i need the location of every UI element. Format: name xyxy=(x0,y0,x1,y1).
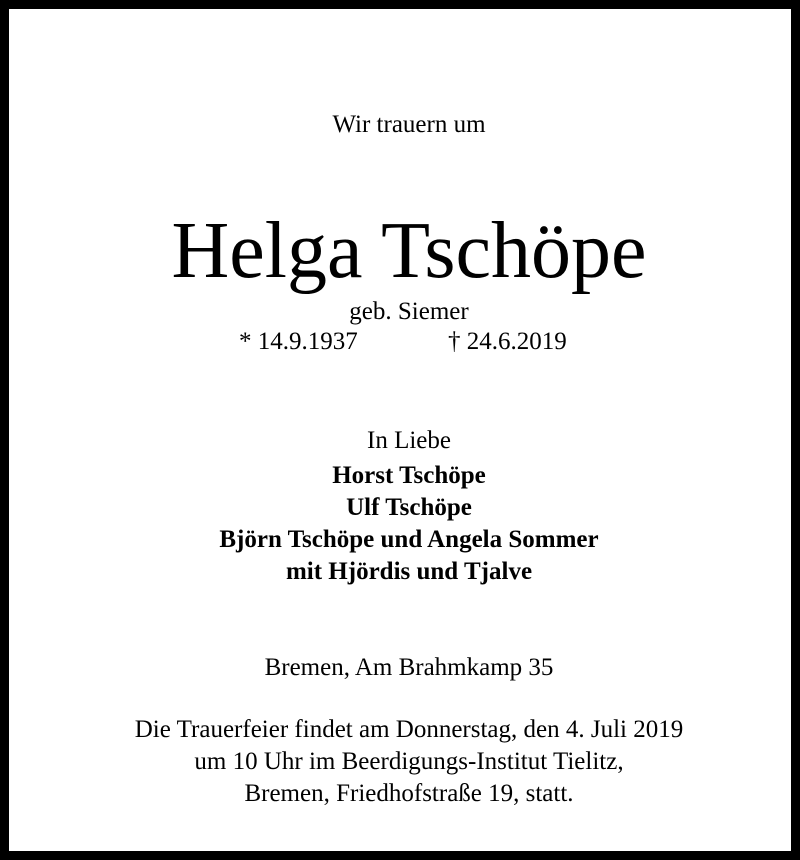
mourner-item: Björn Tschöpe und Angela Sommer xyxy=(219,526,599,553)
mourners-list xyxy=(9,460,800,588)
mourner-item: Ulf Tschöpe xyxy=(346,494,472,521)
service-line: um 10 Uhr im Beerdigungs-Institut Tielitz, xyxy=(194,748,624,775)
death-date: † 24.6.2019 xyxy=(448,328,567,355)
birth-date: * 14.9.1937 xyxy=(239,328,358,355)
intro-text: Wir trauern um xyxy=(332,111,486,138)
service-line: Die Trauerfeier findet am Donnerstag, den 4. Juli 2019 xyxy=(134,716,684,743)
life-dates xyxy=(9,326,800,358)
address-text: Bremen, Am Brahmkamp 35 xyxy=(264,654,554,681)
mourner-item: Horst Tschöpe xyxy=(332,462,486,489)
maiden-name: geb. Siemer xyxy=(349,298,469,325)
mourner-item: mit Hjördis und Tjalve xyxy=(285,558,533,585)
funeral-service-info xyxy=(9,714,800,810)
deceased-name: Helga Tschöpe xyxy=(171,207,647,295)
service-line: Bremen, Friedhofstraße 19, statt. xyxy=(244,780,574,807)
in-love-text: In Liebe xyxy=(367,427,451,454)
